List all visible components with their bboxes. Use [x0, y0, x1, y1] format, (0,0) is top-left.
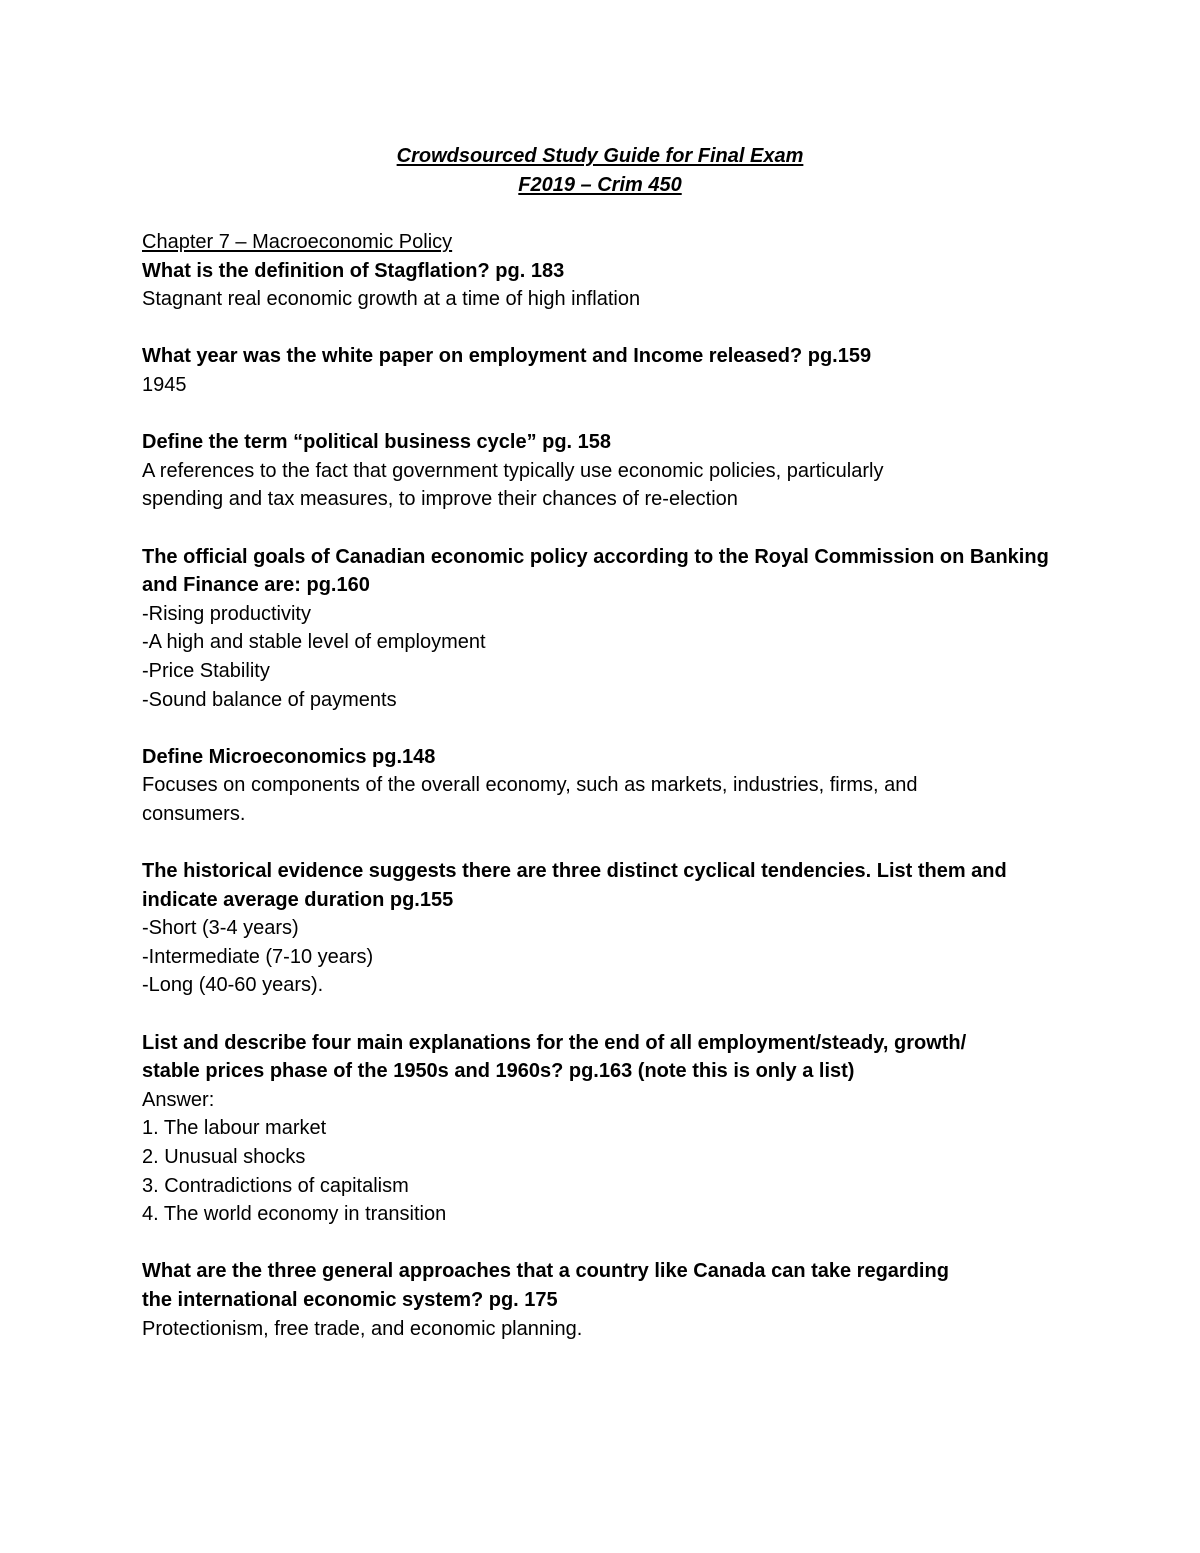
answer-line: 1945: [142, 373, 187, 396]
paragraph-gap: [142, 1229, 1142, 1258]
qa-item: [142, 743, 1142, 829]
document-subtitle: F2019 – Crim 450: [518, 174, 682, 196]
answer-line: Focuses on components of the overall economy, such as markets, industries, firms, and: [142, 774, 918, 797]
question-line: indicate average duration pg.155: [142, 888, 454, 911]
paragraph-gap: [142, 514, 1142, 543]
qa-item: [142, 1029, 1142, 1229]
answer-line: 4. The world economy in transition: [142, 1203, 447, 1226]
question-line: Define the term “political business cycle” pg. 158: [142, 431, 612, 454]
answer-line: -Intermediate (7-10 years): [142, 945, 374, 968]
question-line: List and describe four main explanations for the end of all employment/steady, growth/: [142, 1031, 967, 1054]
paragraph-gap: [142, 1000, 1142, 1029]
answer-line: -Short (3-4 years): [142, 917, 299, 940]
document-title-block: [0, 142, 1200, 200]
answer-line: 1. The labour market: [142, 1117, 327, 1140]
question-line: The historical evidence suggests there are three distinct cyclical tendencies. List them and: [142, 860, 1007, 883]
question-line: and Finance are: pg.160: [142, 574, 370, 597]
question-line: What are the three general approaches that a country like Canada can take regarding: [142, 1260, 949, 1283]
answer-line: Protectionism, free trade, and economic planning.: [142, 1317, 583, 1340]
answer-line: -A high and stable level of employment: [142, 631, 486, 654]
answer-line: -Rising productivity: [142, 602, 311, 625]
answer-line: Stagnant real economic growth at a time of high inflation: [142, 288, 641, 311]
question-line: The official goals of Canadian economic policy according to the Royal Commission on Banking: [142, 545, 1049, 568]
answer-line: -Sound balance of payments: [142, 688, 397, 711]
qa-item: [142, 1257, 1142, 1343]
paragraph-gap: [142, 314, 1142, 343]
question-line: What is the definition of Stagflation? pg. 183: [142, 259, 565, 282]
paragraph-gap: [142, 400, 1142, 429]
answer-line: 3. Contradictions of capitalism: [142, 1174, 409, 1197]
answer-line: Answer:: [142, 1088, 215, 1111]
question-line: Define Microeconomics pg.148: [142, 745, 436, 768]
paragraph-gap: [142, 714, 1142, 743]
qa-item: [142, 342, 1142, 399]
answer-line: consumers.: [142, 802, 246, 825]
chapter-heading: Chapter 7 – Macroeconomic Policy: [142, 231, 453, 253]
qa-item: [142, 257, 1142, 314]
answer-line: -Long (40-60 years).: [142, 974, 324, 997]
document-body: [142, 228, 1142, 1343]
answer-line: A references to the fact that government typically use economic policies, particularly: [142, 459, 884, 482]
qa-item: [142, 543, 1142, 715]
answer-line: spending and tax measures, to improve their chances of re-election: [142, 488, 738, 511]
paragraph-gap: [142, 828, 1142, 857]
question-line: stable prices phase of the 1950s and 1960s? pg.163 (note this is only a list): [142, 1060, 855, 1083]
document-title: Crowdsourced Study Guide for Final Exam: [396, 145, 804, 167]
qa-item: [142, 428, 1142, 514]
answer-line: 2. Unusual shocks: [142, 1146, 306, 1168]
qa-item: [142, 857, 1142, 1000]
answer-line: -Price Stability: [142, 659, 270, 682]
question-line: the international economic system? pg. 175: [142, 1288, 558, 1311]
question-line: What year was the white paper on employment and Income released? pg.159: [142, 345, 872, 368]
